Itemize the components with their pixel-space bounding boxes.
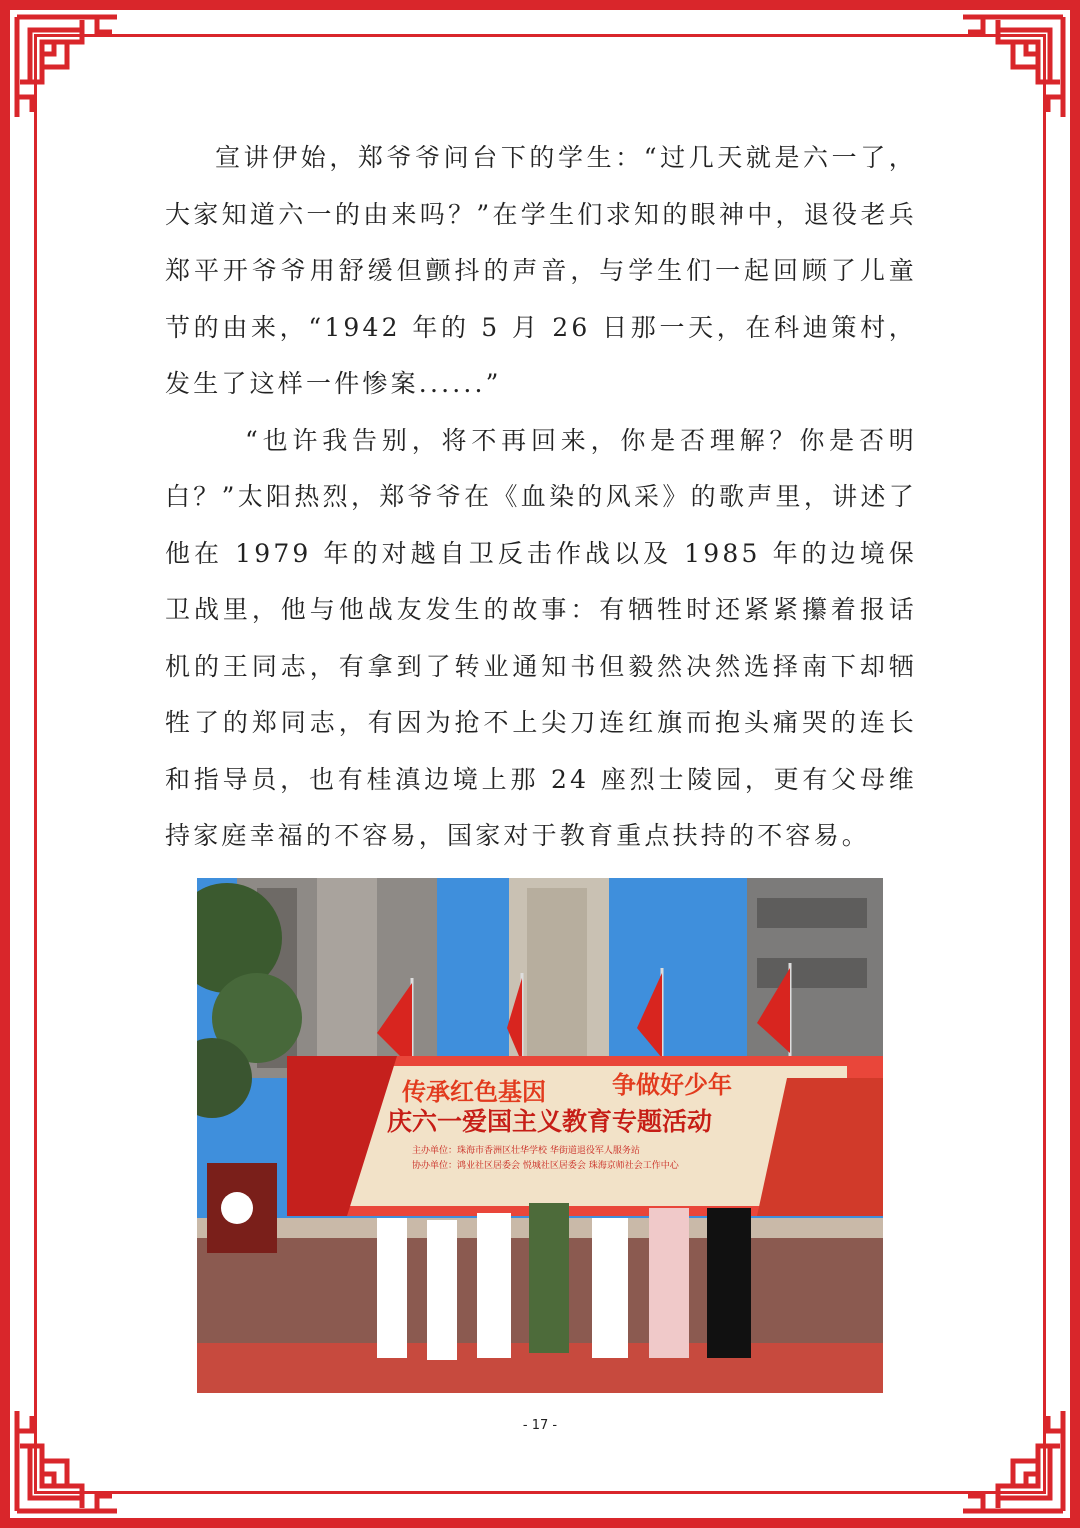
article-body [165, 130, 917, 865]
banner-title-right: 争做好少年 [612, 1070, 732, 1099]
banner-co-organizer: 协办单位：鸿业社区居委会 悦城社区居委会 珠海京师社会工作中心 [412, 1161, 679, 1171]
event-group-photo [197, 878, 883, 1393]
banner-organizer: 主办单位：珠海市香洲区壮华学校 华街道退役军人服务站 [412, 1146, 640, 1156]
banner-subtitle: 庆六一爱国主义教育专题活动 [387, 1107, 713, 1136]
corner-ornament-top-left [12, 12, 122, 122]
article-paragraph-2: “也许我告别，将不再回来，你是否理解？你是否明白？”太阳热烈，郑爷爷在《血染的风采》的歌声里，讲述了他在 1979 年的对越自卫反击作战以及 1985 年的边境保卫战里，他与他战友发生的故事：有牺牲时还紧紧攥着报话机的王同志，有拿到了转业通知书但毅然决然选择南下却牺牲了的郑同志，有因为抢不上尖刀连红旗而抱头痛哭的连长和指导员，也有桂滇边境上那 24 座烈士陵园，更有父母维持家庭幸福的不容易，国家对于教育重点扶持的不容易。 [165, 425, 917, 850]
corner-ornament-top-right [958, 12, 1068, 122]
article-paragraph-1: 宣讲伊始，郑爷爷问台下的学生：“过几天就是六一了，大家知道六一的由来吗？”在学生们求知的眼神中，退役老兵郑平开爷爷用舒缓但颤抖的声音，与学生们一起回顾了儿童节的由来，“1942 年的 5 月 26 日那一天，在科迪策村，发生了这样一件惨案......” [165, 143, 917, 398]
banner-title-left: 传承红色基因 [402, 1077, 546, 1106]
page-number: - 17 - [522, 1418, 558, 1433]
